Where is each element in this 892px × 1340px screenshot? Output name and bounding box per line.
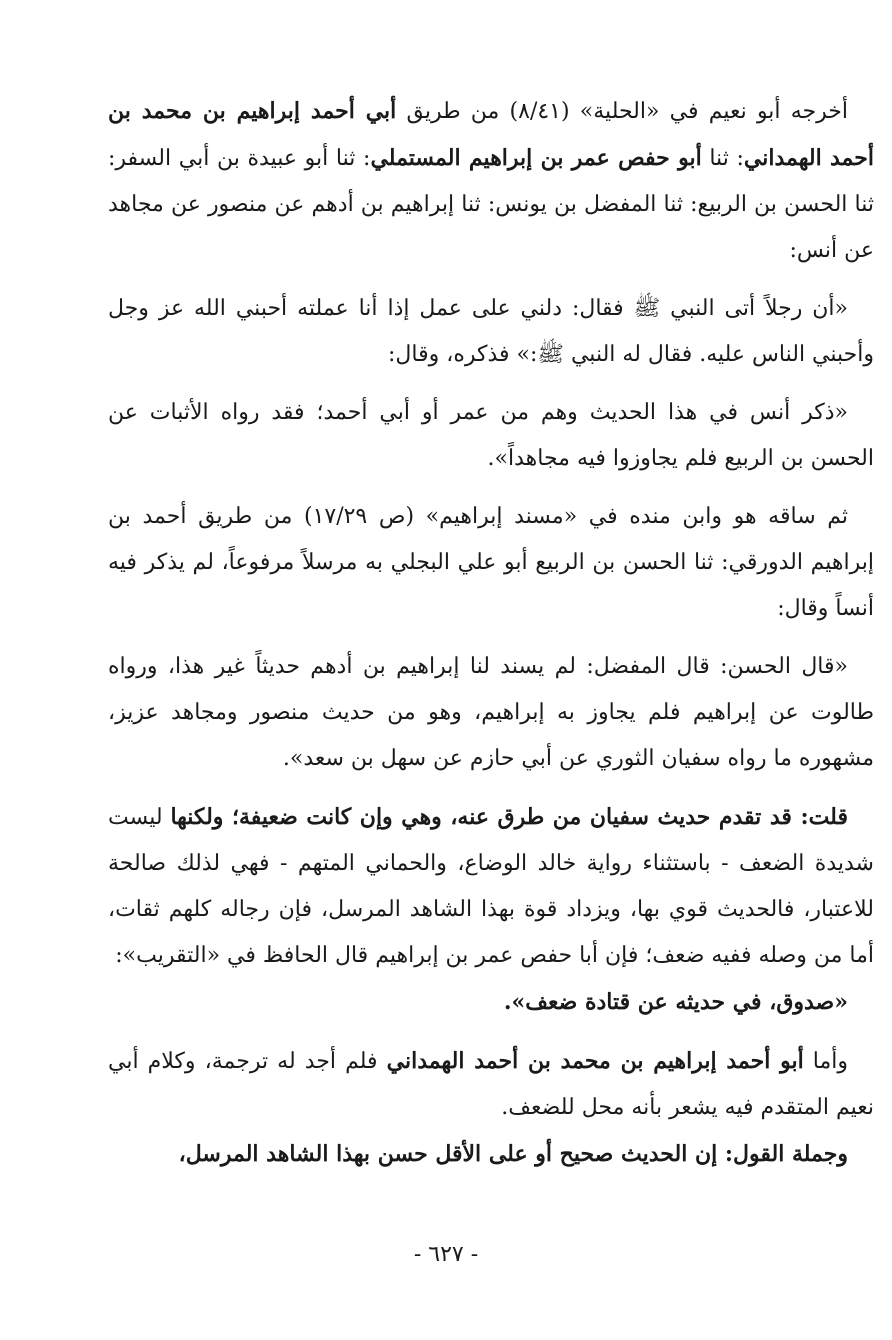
- text-segment: «أن رجلاً أتى النبي ﷺ فقال: دلني على عمل إذا أنا عملته أحبني الله عز وجل وأحبني الناس عليه. فقال له النبي ﷺ:» فذكره، وقال:: [108, 296, 874, 367]
- text-segment-bold: «صدوق، في حديثه عن قتادة ضعف».: [503, 989, 848, 1015]
- narrator-name-abu-ahmad: أبي أحمد إبراهيم بن محمد بن أحمد الهمداني: [108, 98, 874, 171]
- text-segment: فلم أجد له ترجمة، وكلام أبي نعيم المتقدم فيه يشعر بأنه محل للضعف.: [108, 1049, 874, 1120]
- paragraph-author-verdict: [108, 794, 874, 979]
- paragraph-taqrib-quote: [108, 979, 874, 1026]
- text-segment: ثم ساقه هو وابن منده في «مسند إبراهيم» (ص ١٧/٢٩) من طريق أحمد بن إبراهيم الدورقي: ثنا الحسن بن الربيع أبو علي البجلي به مرسلاً مرفوعاً، لم يذكر فيه أنساً وقال:: [108, 504, 874, 621]
- paragraph-conclusion: [108, 1131, 874, 1178]
- page-body: [108, 88, 874, 1178]
- paragraph-ibn-mandah: [108, 494, 874, 632]
- paragraph-hasan-quote: [108, 644, 874, 782]
- text-segment: : ثنا: [701, 146, 744, 171]
- paragraph-hamadani-note: [108, 1038, 874, 1131]
- text-segment-bold: وجملة القول: إن الحديث صحيح أو على الأقل حسن بهذا الشاهد المرسل،: [178, 1141, 848, 1167]
- paragraph-abu-nuaym-comment: [108, 390, 874, 482]
- paragraph-hadith-text: [108, 286, 874, 378]
- text-segment: وأما: [803, 1049, 849, 1074]
- text-segment: «ذكر أنس في هذا الحديث وهم من عمر أو أبي أحمد؛ فقد رواه الأثبات عن الحسن بن الربيع فلم يجاوزوا فيه مجاهداً».: [108, 400, 874, 471]
- page-number: - ٦٢٧ -: [413, 1242, 479, 1267]
- narrator-name-abu-ahmad: أبو أحمد إبراهيم بن محمد بن أحمد الهمداني: [386, 1048, 804, 1074]
- narrator-name-abu-hafs: أبو حفص عمر بن إبراهيم المستملي: [370, 145, 702, 171]
- text-segment: أخرجه أبو نعيم في «الحلية» (٨/٤١) من طريق: [396, 99, 848, 124]
- text-segment: «قال الحسن: قال المفضل: لم يسند لنا إبراهيم بن أدهم حديثاً غير هذا، ورواه طالوت عن إبراهيم فلم يجاوز به إبراهيم، وهو من حديث منصور ومجاهد عزيز، مشهوره ما رواه سفيان الثوري عن أبي حازم عن سهل بن سعد».: [108, 654, 874, 771]
- text-segment: : ثنا أبو عبيدة بن أبي السفر: ثنا الحسن بن الربيع: ثنا المفضل بن يونس: ثنا إبراهيم بن أدهم عن منصور عن مجاهد عن أنس:: [108, 146, 874, 263]
- paragraph-takhrij-abu-nuaym: [108, 88, 874, 274]
- text-segment: ليست شديدة الضعف - باستثناء رواية خالد الوضاع، والحماني المتهم - فهي لذلك صالحة للاعتبار، فالحديث قوي بها، ويزداد قوة بهذا الشاهد المرسل، فإن رجاله كلهم ثقات، أما من وصله ففيه ضعف؛ فإن أبا حفص عمر بن إبراهيم قال الحافظ في «التقريب»:: [108, 805, 874, 968]
- text-segment-bold: قلت: قد تقدم حديث سفيان من طرق عنه، وهي وإن كانت ضعيفة؛ ولكنها: [170, 804, 848, 830]
